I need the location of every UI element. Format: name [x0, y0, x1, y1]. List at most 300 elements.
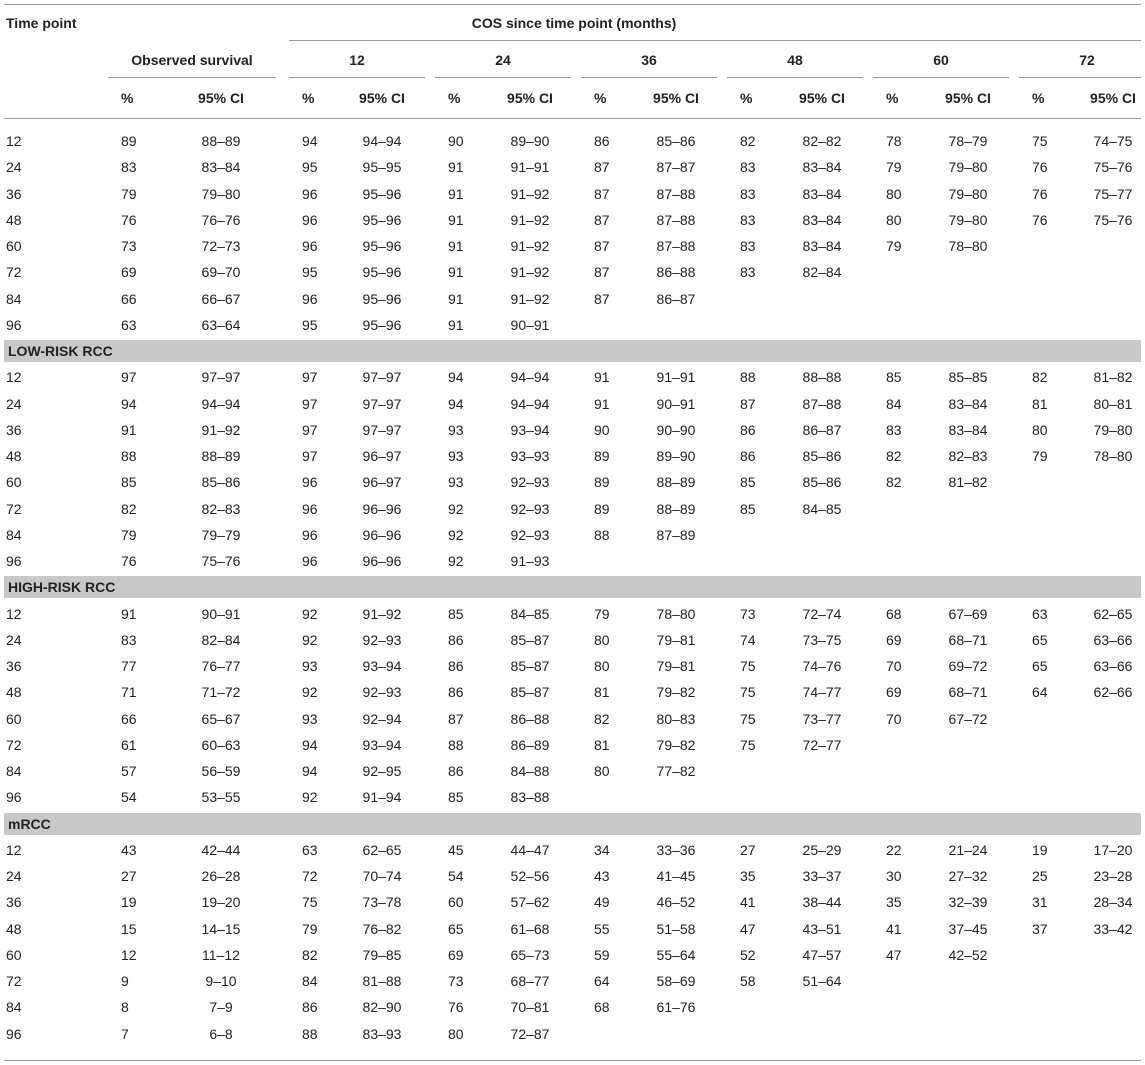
pct-cell: 69	[886, 684, 902, 701]
pct-cell: 90	[594, 421, 610, 438]
ci-cell: 91–92	[201, 421, 241, 438]
pct-cell: 94	[302, 133, 318, 149]
ci-cell: 89–90	[656, 448, 696, 464]
ci-cell: 33–42	[1093, 920, 1133, 937]
ci-cell: 92–93	[510, 500, 550, 517]
ci-cell: 47–57	[802, 946, 842, 963]
ci-cell: 62–65	[362, 841, 402, 858]
pct-cell: 82	[594, 710, 610, 727]
ci-cell: 88–89	[201, 133, 241, 149]
ci-cell: 75–76	[1093, 159, 1133, 176]
ci-cell: 85–87	[510, 684, 550, 701]
pct-cell: 92	[302, 684, 318, 701]
pct-cell: 82	[740, 133, 756, 149]
pct-cell: 91	[594, 369, 610, 386]
pct-cell: 94	[448, 395, 464, 412]
pct-cell: 74	[740, 631, 756, 648]
pct-header: %	[1032, 90, 1045, 106]
pct-cell: 88	[594, 526, 610, 543]
month-header-72: 72	[1079, 52, 1095, 68]
pct-cell: 34	[594, 841, 610, 858]
time-point-cell: 48	[6, 448, 22, 464]
pct-cell: 83	[740, 211, 756, 228]
pct-cell: 41	[886, 920, 902, 937]
pct-cell: 95	[302, 264, 318, 281]
ci-cell: 69–70	[201, 264, 241, 281]
pct-cell: 9	[121, 973, 129, 989]
ci-cell: 83–84	[802, 238, 842, 254]
pct-cell: 69	[886, 631, 902, 648]
ci-cell: 97–97	[362, 395, 402, 412]
pct-cell: 68	[594, 999, 610, 1016]
pct-cell: 76	[1032, 159, 1048, 176]
time-point-cell: 96	[6, 1025, 22, 1042]
ci-cell: 87–88	[656, 211, 696, 228]
month-header-rule	[581, 77, 717, 78]
ci-cell: 83–84	[802, 211, 842, 228]
pct-cell: 35	[740, 868, 756, 884]
ci-cell: 67–72	[948, 710, 988, 727]
ci-cell: 96–97	[362, 448, 402, 464]
ci-cell: 88–89	[656, 500, 696, 517]
ci-cell: 65–73	[510, 946, 550, 963]
pct-cell: 69	[448, 946, 464, 963]
time-point-cell: 60	[6, 238, 22, 254]
ci-cell: 91–92	[510, 238, 550, 254]
ci-cell: 95–96	[362, 211, 402, 228]
pct-cell: 92	[302, 631, 318, 648]
pct-cell: 81	[1032, 395, 1048, 412]
pct-cell: 90	[448, 133, 464, 149]
ci-cell: 87–88	[656, 238, 696, 254]
pct-cell: 86	[448, 763, 464, 779]
pct-cell: 66	[121, 290, 137, 307]
ci-cell: 92–94	[362, 710, 402, 727]
pct-cell: 80	[886, 211, 902, 228]
ci-cell: 41–45	[656, 868, 696, 884]
pct-cell: 79	[121, 185, 137, 202]
ci-cell: 82–84	[802, 264, 842, 281]
pct-cell: 63	[1032, 605, 1048, 622]
time-point-cell: 84	[6, 526, 22, 543]
ci-cell: 91–92	[362, 605, 402, 622]
ci-cell: 96–96	[362, 500, 402, 517]
pct-cell: 91	[448, 264, 464, 281]
ci-cell: 79–81	[656, 631, 696, 648]
pct-cell: 95	[302, 316, 318, 333]
ci-cell: 94–94	[510, 395, 550, 412]
pct-cell: 80	[1032, 421, 1048, 438]
pct-cell: 93	[302, 710, 318, 727]
observed-survival-rule	[108, 77, 276, 78]
ci-cell: 75–76	[201, 553, 241, 569]
pct-cell: 91	[594, 395, 610, 412]
time-point-cell: 72	[6, 264, 22, 281]
ci-cell: 73–78	[362, 894, 402, 911]
ci-cell: 82–83	[201, 500, 241, 517]
ci-cell: 84–85	[510, 605, 550, 622]
pct-cell: 91	[448, 290, 464, 307]
ci-cell: 62–65	[1093, 605, 1133, 622]
ci-cell: 95–96	[362, 316, 402, 333]
pct-cell: 88	[448, 736, 464, 753]
ci-cell: 79–80	[948, 211, 988, 228]
pct-cell: 91	[448, 185, 464, 202]
time-point-cell: 96	[6, 789, 22, 806]
pct-cell: 79	[1032, 448, 1048, 464]
ci-cell: 83–84	[802, 185, 842, 202]
pct-cell: 66	[121, 710, 137, 727]
pct-cell: 92	[302, 789, 318, 806]
pct-cell: 75	[740, 684, 756, 701]
pct-cell: 80	[594, 631, 610, 648]
ci-cell: 11–12	[202, 946, 240, 963]
pct-cell: 91	[121, 421, 137, 438]
ci-cell: 92–93	[510, 526, 550, 543]
ci-cell: 38–44	[802, 894, 842, 911]
ci-cell: 68–71	[948, 684, 988, 701]
time-point-cell: 36	[6, 185, 22, 202]
pct-cell: 45	[448, 841, 464, 858]
ci-cell: 87–88	[656, 185, 696, 202]
pct-cell: 35	[886, 894, 902, 911]
ci-cell: 96–96	[362, 526, 402, 543]
pct-cell: 79	[886, 159, 902, 176]
ci-cell: 17–20	[1093, 841, 1133, 858]
pct-cell: 97	[121, 369, 137, 386]
pct-cell: 87	[594, 238, 610, 254]
pct-cell: 82	[302, 946, 318, 963]
ci-cell: 79–80	[948, 185, 988, 202]
pct-cell: 89	[594, 448, 610, 464]
time-point-cell: 48	[6, 920, 22, 937]
ci-cell: 26–28	[201, 868, 241, 884]
pct-header: %	[594, 90, 607, 106]
time-point-cell: 72	[6, 973, 22, 989]
ci-cell: 73–77	[802, 710, 842, 727]
ci-cell: 91–92	[510, 211, 550, 228]
time-point-cell: 24	[6, 868, 22, 884]
ci-cell: 79–85	[362, 946, 402, 963]
pct-cell: 94	[302, 736, 318, 753]
ci-cell: 91–93	[510, 553, 550, 569]
pct-cell: 79	[886, 238, 902, 254]
ci-cell: 56–59	[201, 763, 241, 779]
pct-cell: 91	[448, 159, 464, 176]
pct-cell: 87	[448, 710, 464, 727]
pct-cell: 86	[302, 999, 318, 1016]
ci-cell: 55–64	[656, 946, 696, 963]
pct-cell: 72	[302, 868, 318, 884]
ci-cell: 95–96	[362, 290, 402, 307]
pct-cell: 84	[302, 973, 318, 989]
pct-cell: 80	[448, 1025, 464, 1042]
pct-cell: 96	[302, 290, 318, 307]
ci-cell: 79–81	[656, 658, 696, 674]
ci-cell: 43–51	[802, 920, 842, 937]
section-label: mRCC	[8, 815, 51, 832]
ci-cell: 93–94	[510, 421, 550, 438]
ci-cell: 88–89	[201, 448, 241, 464]
pct-cell: 76	[121, 211, 137, 228]
ci-cell: 96–97	[362, 474, 402, 491]
time-point-cell: 84	[6, 290, 22, 307]
ci-cell: 85–86	[656, 133, 696, 149]
time-point-cell: 12	[6, 605, 22, 622]
ci-cell: 92–93	[362, 631, 402, 648]
pct-cell: 70	[886, 658, 902, 674]
ci-cell: 85–85	[948, 369, 988, 386]
pct-cell: 54	[121, 789, 137, 806]
pct-cell: 83	[740, 264, 756, 281]
pct-cell: 81	[594, 684, 610, 701]
ci-cell: 32–39	[948, 894, 988, 911]
pct-cell: 87	[594, 290, 610, 307]
ci-cell: 51–58	[656, 920, 696, 937]
section-label: HIGH-RISK RCC	[8, 579, 116, 596]
pct-cell: 41	[740, 894, 756, 911]
ci-cell: 81–82	[948, 474, 988, 491]
ci-cell: 82–83	[948, 448, 988, 464]
pct-cell: 30	[886, 868, 902, 884]
pct-cell: 75	[302, 894, 318, 911]
pct-cell: 83	[121, 159, 137, 176]
time-point-cell: 24	[6, 159, 22, 176]
ci-cell: 93–94	[362, 658, 402, 674]
ci-cell: 90–91	[656, 395, 696, 412]
ci-header: 95% CI	[198, 90, 244, 106]
pct-cell: 82	[121, 500, 137, 517]
pct-cell: 78	[886, 133, 902, 149]
ci-header: 95% CI	[799, 90, 845, 106]
ci-cell: 86–87	[802, 421, 842, 438]
pct-cell: 88	[121, 448, 137, 464]
ci-cell: 85–86	[201, 474, 241, 491]
ci-cell: 83–84	[201, 159, 241, 176]
pct-cell: 79	[594, 605, 610, 622]
pct-cell: 94	[448, 369, 464, 386]
time-point-cell: 60	[6, 474, 22, 491]
pct-cell: 15	[121, 920, 137, 937]
pct-cell: 75	[740, 736, 756, 753]
ci-cell: 86–89	[510, 736, 550, 753]
pct-cell: 76	[1032, 211, 1048, 228]
ci-cell: 9–10	[205, 973, 237, 989]
time-point-cell: 72	[6, 736, 22, 753]
ci-cell: 76–82	[362, 920, 402, 937]
ci-cell: 79–82	[656, 736, 696, 753]
ci-cell: 94–94	[362, 133, 402, 149]
pct-cell: 64	[1032, 684, 1048, 701]
ci-cell: 81–82	[1093, 369, 1133, 386]
pct-cell: 81	[594, 736, 610, 753]
pct-cell: 19	[121, 894, 137, 911]
ci-cell: 84–85	[802, 500, 842, 517]
ci-cell: 95–96	[362, 264, 402, 281]
time-point-cell: 84	[6, 763, 22, 779]
ci-cell: 63–64	[201, 316, 241, 333]
pct-cell: 89	[594, 474, 610, 491]
ci-header: 95% CI	[359, 90, 405, 106]
ci-cell: 6–8	[209, 1025, 233, 1042]
ci-cell: 63–66	[1093, 631, 1133, 648]
pct-cell: 84	[886, 395, 902, 412]
ci-cell: 78–79	[948, 133, 988, 149]
ci-cell: 68–77	[510, 973, 550, 989]
ci-cell: 57–62	[510, 894, 550, 911]
pct-cell: 79	[302, 920, 318, 937]
cos-title-rule	[289, 40, 1141, 41]
ci-cell: 81–88	[362, 973, 402, 989]
ci-cell: 91–92	[510, 185, 550, 202]
pct-cell: 87	[594, 264, 610, 281]
pct-cell: 54	[448, 868, 464, 884]
ci-cell: 83–84	[802, 159, 842, 176]
ci-cell: 82–82	[802, 133, 842, 149]
ci-cell: 33–36	[656, 841, 696, 858]
pct-cell: 94	[302, 763, 318, 779]
pct-header: %	[121, 90, 134, 106]
ci-cell: 72–74	[802, 605, 842, 622]
pct-cell: 8	[121, 999, 129, 1016]
ci-cell: 76–76	[201, 211, 241, 228]
month-header-rule	[727, 77, 863, 78]
pct-cell: 76	[121, 553, 137, 569]
ci-cell: 96–96	[362, 553, 402, 569]
pct-cell: 82	[1032, 369, 1048, 386]
pct-cell: 86	[448, 631, 464, 648]
ci-header: 95% CI	[507, 90, 553, 106]
ci-cell: 94–94	[201, 395, 241, 412]
section-band	[4, 340, 1141, 362]
ci-cell: 42–44	[201, 841, 241, 858]
pct-cell: 95	[302, 159, 318, 176]
pct-cell: 27	[121, 868, 137, 884]
time-point-cell: 60	[6, 946, 22, 963]
ci-cell: 61–68	[510, 920, 550, 937]
time-point-cell: 12	[6, 133, 22, 149]
month-header-60: 60	[933, 52, 949, 68]
pct-cell: 91	[121, 605, 137, 622]
ci-cell: 91–91	[656, 369, 696, 386]
ci-cell: 91–94	[362, 789, 402, 806]
pct-cell: 71	[121, 684, 137, 701]
ci-cell: 92–93	[362, 684, 402, 701]
table-bottom-rule	[4, 1060, 1141, 1061]
month-header-36: 36	[641, 52, 657, 68]
section-label: LOW-RISK RCC	[8, 343, 113, 359]
table-top-rule	[4, 4, 1141, 5]
pct-cell: 96	[302, 211, 318, 228]
pct-cell: 85	[121, 474, 137, 491]
ci-cell: 86–87	[656, 290, 696, 307]
ci-cell: 72–73	[201, 238, 241, 254]
pct-cell: 68	[886, 605, 902, 622]
ci-cell: 67–69	[948, 605, 988, 622]
pct-cell: 75	[740, 658, 756, 674]
pct-cell: 88	[740, 369, 756, 386]
pct-cell: 70	[886, 710, 902, 727]
ci-cell: 23–28	[1093, 868, 1133, 884]
pct-cell: 25	[1032, 868, 1048, 884]
month-header-rule	[1019, 77, 1141, 78]
pct-cell: 92	[448, 500, 464, 517]
ci-cell: 69–72	[948, 658, 988, 674]
pct-cell: 85	[448, 789, 464, 806]
ci-cell: 74–76	[802, 658, 842, 674]
pct-cell: 37	[1032, 920, 1048, 937]
pct-cell: 93	[302, 658, 318, 674]
pct-cell: 96	[302, 185, 318, 202]
ci-cell: 52–56	[510, 868, 550, 884]
pct-cell: 83	[886, 421, 902, 438]
pct-cell: 87	[740, 395, 756, 412]
ci-cell: 97–97	[201, 369, 241, 386]
pct-header: %	[886, 90, 899, 106]
month-header-rule	[435, 77, 571, 78]
ci-cell: 83–88	[510, 789, 550, 806]
pct-cell: 86	[594, 133, 610, 149]
pct-cell: 80	[594, 658, 610, 674]
ci-cell: 75–76	[1093, 211, 1133, 228]
time-point-cell: 24	[6, 631, 22, 648]
pct-cell: 75	[740, 710, 756, 727]
pct-cell: 76	[448, 999, 464, 1016]
ci-cell: 70–81	[510, 999, 550, 1016]
pct-cell: 79	[121, 526, 137, 543]
month-header-48: 48	[787, 52, 803, 68]
ci-cell: 93–93	[510, 448, 550, 464]
ci-cell: 90–91	[510, 316, 550, 333]
ci-cell: 37–45	[948, 920, 988, 937]
ci-cell: 83–84	[948, 421, 988, 438]
pct-cell: 27	[740, 841, 756, 858]
pct-cell: 80	[886, 185, 902, 202]
pct-cell: 43	[121, 841, 137, 858]
ci-cell: 83–93	[362, 1025, 402, 1042]
pct-cell: 69	[121, 264, 137, 281]
month-header-24: 24	[495, 52, 511, 68]
pct-cell: 58	[740, 973, 756, 989]
pct-cell: 97	[302, 448, 318, 464]
time-point-cell: 12	[6, 841, 22, 858]
pct-cell: 87	[594, 159, 610, 176]
ci-cell: 79–82	[656, 684, 696, 701]
month-header-12: 12	[349, 52, 365, 68]
ci-cell: 72–77	[802, 736, 842, 753]
pct-cell: 75	[1032, 133, 1048, 149]
observed-survival-header: Observed survival	[131, 52, 253, 68]
pct-cell: 97	[302, 369, 318, 386]
pct-cell: 76	[1032, 185, 1048, 202]
pct-cell: 89	[121, 133, 137, 149]
ci-cell: 71–72	[201, 684, 241, 701]
pct-header: %	[302, 90, 315, 106]
ci-cell: 91–92	[510, 264, 550, 281]
ci-cell: 88–89	[656, 474, 696, 491]
pct-cell: 63	[121, 316, 137, 333]
pct-cell: 65	[1032, 631, 1048, 648]
ci-cell: 90–90	[656, 421, 696, 438]
ci-cell: 33–37	[802, 868, 842, 884]
pct-cell: 7	[121, 1025, 129, 1042]
ci-cell: 73–75	[802, 631, 842, 648]
ci-cell: 88–88	[802, 369, 842, 386]
ci-cell: 76–77	[201, 658, 241, 674]
pct-cell: 93	[448, 474, 464, 491]
pct-cell: 47	[740, 920, 756, 937]
pct-cell: 64	[594, 973, 610, 989]
